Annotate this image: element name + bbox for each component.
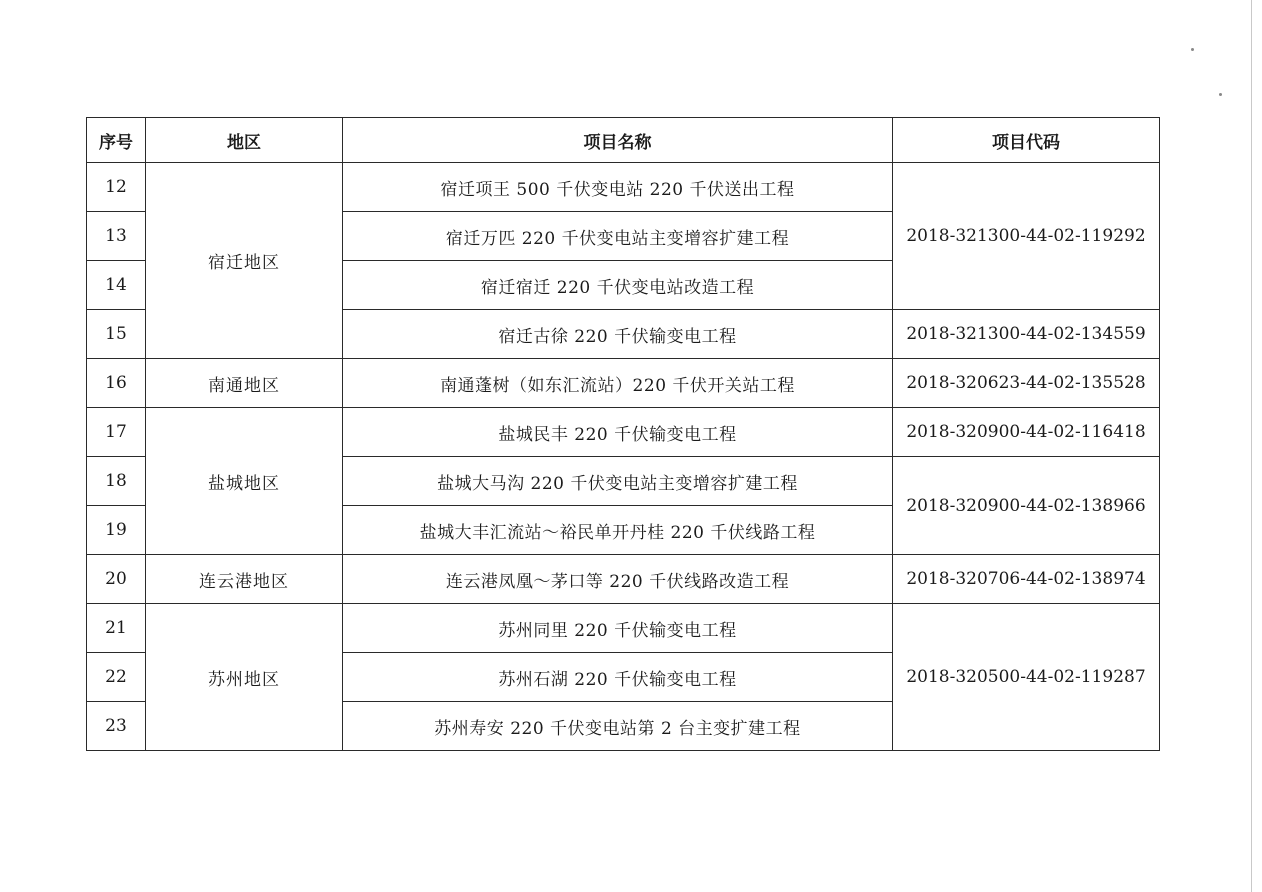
scan-edge-line bbox=[1251, 0, 1252, 892]
row-region: 苏州地区 bbox=[146, 604, 343, 751]
row-seq: 16 bbox=[87, 359, 146, 408]
scan-speck bbox=[1219, 93, 1222, 96]
row-project-code: 2018-320900-44-02-138966 bbox=[893, 457, 1160, 555]
row-project-name: 宿迁古徐 220 千伏输变电工程 bbox=[343, 310, 893, 359]
row-project-code: 2018-321300-44-02-134559 bbox=[893, 310, 1160, 359]
table-header-row bbox=[87, 118, 1160, 163]
row-project-name: 宿迁项王 500 千伏变电站 220 千伏送出工程 bbox=[343, 163, 893, 212]
row-project-name: 南通蓬树（如东汇流站）220 千伏开关站工程 bbox=[343, 359, 893, 408]
table-row bbox=[87, 555, 1160, 604]
row-region: 宿迁地区 bbox=[146, 163, 343, 359]
row-project-code: 2018-320623-44-02-135528 bbox=[893, 359, 1160, 408]
row-seq: 17 bbox=[87, 408, 146, 457]
row-region: 盐城地区 bbox=[146, 408, 343, 555]
row-project-code: 2018-320706-44-02-138974 bbox=[893, 555, 1160, 604]
row-seq: 19 bbox=[87, 506, 146, 555]
row-project-name: 苏州石湖 220 千伏输变电工程 bbox=[343, 653, 893, 702]
table-row bbox=[87, 359, 1160, 408]
row-seq: 15 bbox=[87, 310, 146, 359]
scan-speck bbox=[1191, 48, 1194, 51]
row-project-code: 2018-320500-44-02-119287 bbox=[893, 604, 1160, 751]
table-row bbox=[87, 604, 1160, 653]
table-row bbox=[87, 163, 1160, 212]
row-project-name: 连云港凤凰～茅口等 220 千伏线路改造工程 bbox=[343, 555, 893, 604]
row-project-name: 苏州同里 220 千伏输变电工程 bbox=[343, 604, 893, 653]
row-project-name: 苏州寿安 220 千伏变电站第 2 台主变扩建工程 bbox=[343, 702, 893, 751]
row-region: 连云港地区 bbox=[146, 555, 343, 604]
row-seq: 20 bbox=[87, 555, 146, 604]
row-seq: 23 bbox=[87, 702, 146, 751]
row-seq: 22 bbox=[87, 653, 146, 702]
row-seq: 21 bbox=[87, 604, 146, 653]
row-project-name: 宿迁宿迁 220 千伏变电站改造工程 bbox=[343, 261, 893, 310]
header-seq: 序号 bbox=[87, 118, 146, 163]
row-project-name: 盐城大丰汇流站～裕民单开丹桂 220 千伏线路工程 bbox=[343, 506, 893, 555]
row-project-name: 盐城大马沟 220 千伏变电站主变增容扩建工程 bbox=[343, 457, 893, 506]
project-table bbox=[86, 117, 1160, 751]
header-region: 地区 bbox=[146, 118, 343, 163]
row-seq: 14 bbox=[87, 261, 146, 310]
row-project-name: 宿迁万匹 220 千伏变电站主变增容扩建工程 bbox=[343, 212, 893, 261]
row-project-code: 2018-321300-44-02-119292 bbox=[893, 163, 1160, 310]
row-region: 南通地区 bbox=[146, 359, 343, 408]
row-seq: 12 bbox=[87, 163, 146, 212]
header-project-code: 项目代码 bbox=[893, 118, 1160, 163]
row-seq: 18 bbox=[87, 457, 146, 506]
row-project-code: 2018-320900-44-02-116418 bbox=[893, 408, 1160, 457]
row-seq: 13 bbox=[87, 212, 146, 261]
table-row bbox=[87, 408, 1160, 457]
header-project-name: 项目名称 bbox=[343, 118, 893, 163]
row-project-name: 盐城民丰 220 千伏输变电工程 bbox=[343, 408, 893, 457]
